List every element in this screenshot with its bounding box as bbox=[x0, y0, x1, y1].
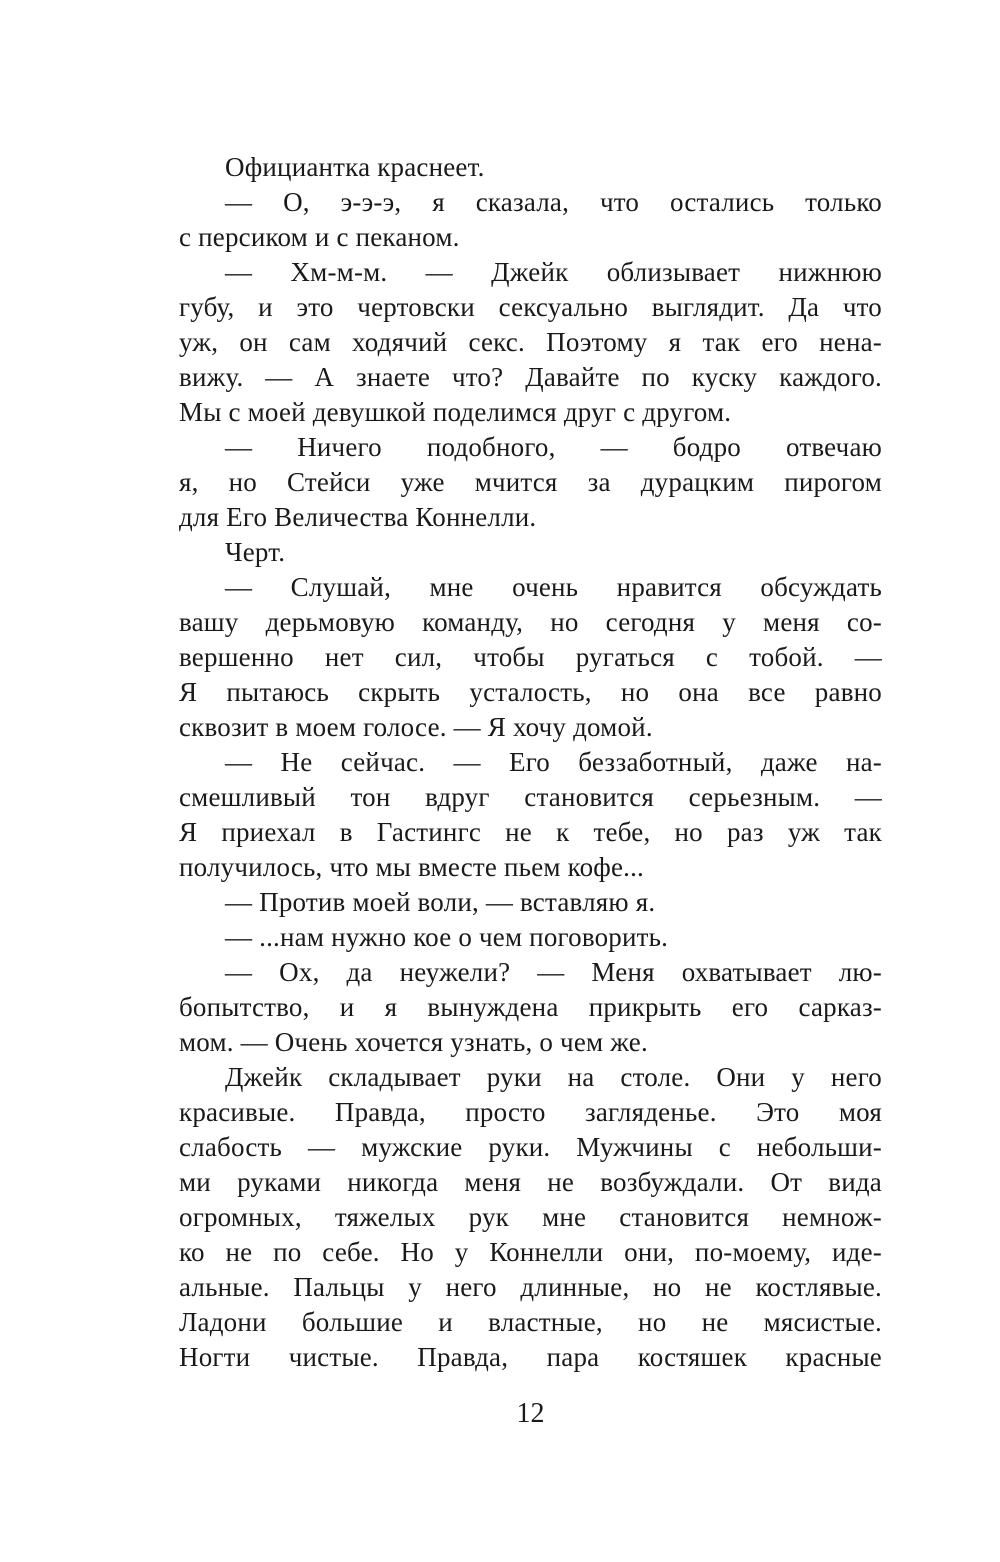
text-line: — О, э-э-э, я сказала, что остались только bbox=[225, 187, 882, 217]
paragraph bbox=[179, 955, 882, 1060]
page-number: 12 bbox=[516, 1398, 545, 1429]
text-line: я, но Стейси уже мчится за дурацким пирогом bbox=[179, 467, 882, 497]
text-line: — Хм-м-м. — Джейк облизывает нижнюю bbox=[225, 257, 882, 287]
paragraph bbox=[179, 150, 882, 185]
text-line: получилось, что мы вместе пьем кофе... bbox=[179, 852, 644, 882]
text-line: Мы с моей девушкой поделимся друг с другом. bbox=[179, 397, 732, 427]
text-line: Ладони большие и властные, но не мясистые. bbox=[179, 1307, 882, 1337]
text-line: — Слушай, мне очень нравится обсуждать bbox=[225, 572, 882, 602]
paragraph bbox=[179, 570, 882, 745]
text-line: Ногти чистые. Правда, пара костяшек красные bbox=[179, 1342, 882, 1372]
text-line: — Против моей воли, — вставляю я. bbox=[225, 887, 656, 917]
text-line: смешливый тон вдруг становится серьезным. — bbox=[179, 782, 882, 812]
text-line: ко не по себе. Но у Коннелли они, по-моему, иде- bbox=[179, 1237, 882, 1267]
text-line: — Ох, да неужели? — Меня охватывает лю- bbox=[225, 957, 882, 987]
text-line: Черт. bbox=[225, 537, 286, 567]
text-line: — Не сейчас. — Его беззаботный, даже на- bbox=[225, 747, 882, 777]
paragraph bbox=[179, 1060, 882, 1375]
text-line: вершенно нет сил, чтобы ругаться с тобой. — bbox=[179, 642, 882, 672]
text-line: губу, и это чертовски сексуально выглядит. Да что bbox=[179, 292, 882, 322]
paragraph bbox=[179, 430, 882, 535]
text-line: сквозит в моем голосе. — Я хочу домой. bbox=[179, 712, 653, 742]
paragraph bbox=[179, 745, 882, 885]
text-line: Джейк складывает руки на столе. Они у него bbox=[225, 1062, 882, 1092]
text-line: Официантка краснеет. bbox=[225, 152, 485, 182]
text-line: слабость — мужские руки. Мужчины с небольши- bbox=[179, 1132, 882, 1162]
paragraph bbox=[179, 255, 882, 430]
text-line: бопытство, и я вынуждена прикрыть его сарказ- bbox=[179, 992, 882, 1022]
text-line: мом. — Очень хочется узнать, о чем же. bbox=[179, 1027, 648, 1057]
text-line: Я приехал в Гастингс не к тебе, но раз уж так bbox=[179, 817, 882, 847]
text-line: Я пытаюсь скрыть усталость, но она все равно bbox=[179, 677, 882, 707]
paragraph bbox=[179, 885, 882, 920]
text-line: для Его Величества Коннелли. bbox=[179, 502, 537, 532]
text-line: ми руками никогда меня не возбуждали. От вида bbox=[179, 1167, 882, 1197]
text-block bbox=[179, 150, 882, 1375]
paragraph bbox=[179, 185, 882, 255]
text-line: вашу дерьмовую команду, но сегодня у меня со- bbox=[179, 607, 882, 637]
text-line: огромных, тяжелых рук мне становится немнож- bbox=[179, 1202, 882, 1232]
text-line: — Ничего подобного, — бодро отвечаю bbox=[225, 432, 882, 462]
text-line: красивые. Правда, просто загляденье. Это моя bbox=[179, 1097, 882, 1127]
paragraph bbox=[179, 920, 882, 955]
text-line: — ...нам нужно кое о чем поговорить. bbox=[225, 922, 669, 952]
text-line: альные. Пальцы у него длинные, но не костлявые. bbox=[179, 1272, 882, 1302]
text-line: с персиком и с пеканом. bbox=[179, 222, 460, 252]
text-line: уж, он сам ходячий секс. Поэтому я так его нена- bbox=[179, 327, 882, 357]
paragraph bbox=[179, 535, 882, 570]
text-line: вижу. — А знаете что? Давайте по куску каждого. bbox=[179, 362, 882, 392]
